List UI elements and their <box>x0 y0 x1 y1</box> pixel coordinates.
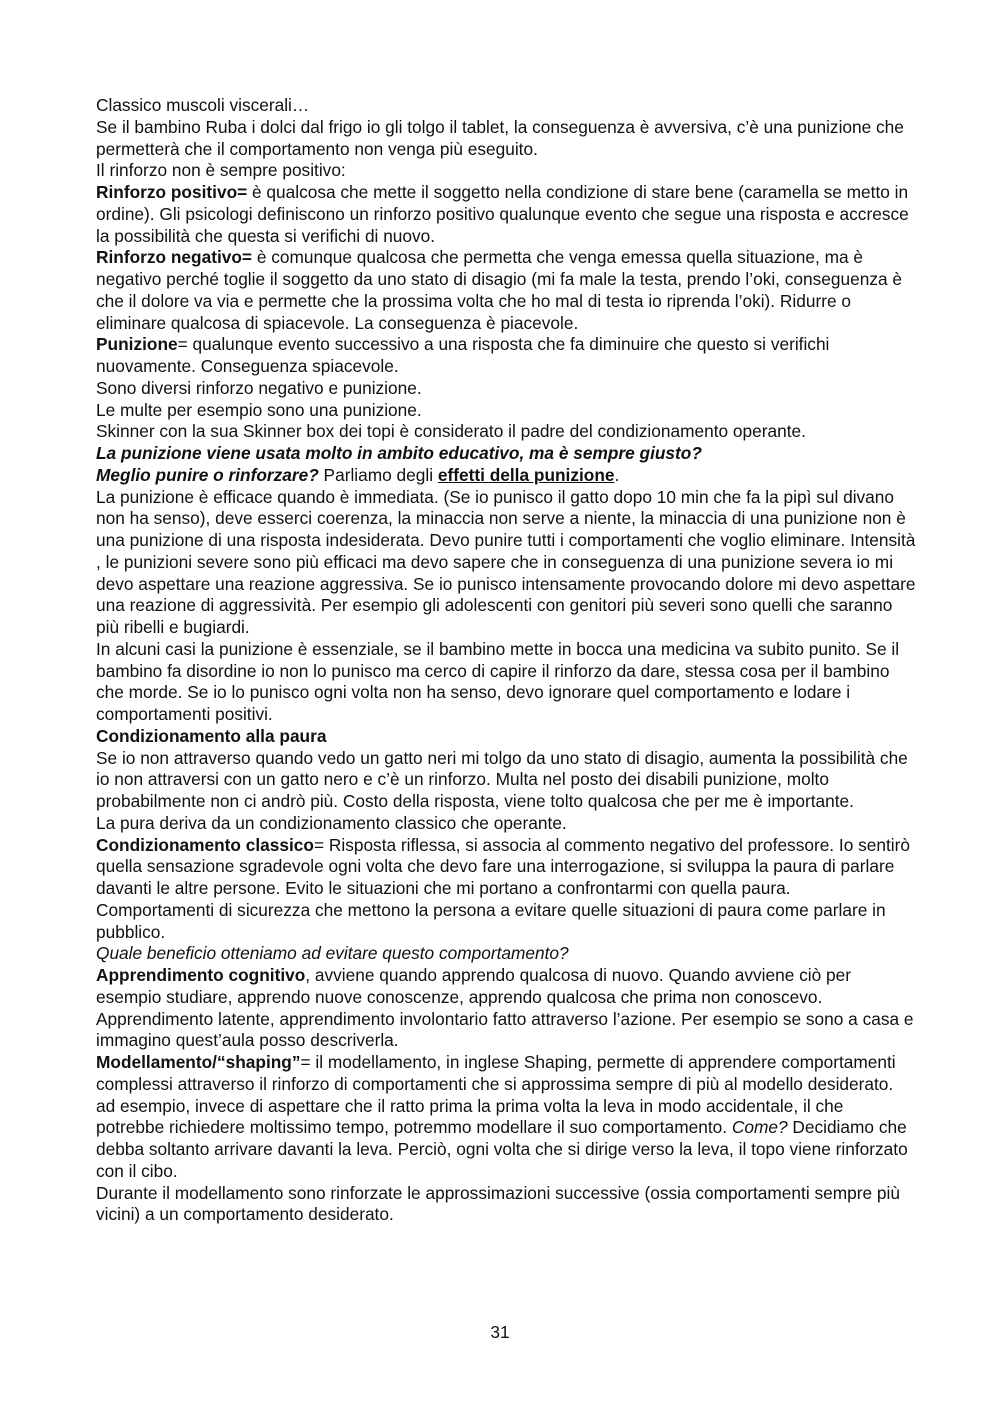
paragraph <box>96 334 916 378</box>
text-segment: = il modellamento, in inglese Shaping, permette di apprendere comportamenti complessi attraverso il rinforzo di comportamenti che si approssima sempre di più al modello desiderato. ad esempio, invece di aspettare che il ratto prima la prima volta la leva in modo accidentale, il che potrebbe richiedere moltissimo tempo, potremmo modellare il suo comportamento. <box>96 1052 896 1138</box>
paragraph <box>96 726 916 748</box>
paragraph <box>96 95 916 117</box>
text-segment: , avviene quando apprendo qualcosa di nuovo. Quando avviene ciò per esempio studiare, apprendo nuove conoscenze, apprendo qualcosa che prima non conoscevo. Apprendimento latente, apprendimento involontario fatto attraverso l’azione. Per esempio se sono a casa e immagino quest’aula posso descriverla. <box>96 965 914 1051</box>
text-segment: Quale beneficio otteniamo ad evitare questo comportamento? <box>96 943 569 964</box>
paragraph <box>96 247 916 334</box>
text-segment: Rinforzo positivo= <box>96 182 248 202</box>
text-segment: Decidiamo che debba soltanto arrivare davanti la leva. Perciò, ogni volta che si dirige verso la leva, il topo viene rinforzato con il cibo. <box>96 1117 908 1181</box>
text-segment: Punizione <box>96 334 178 355</box>
paragraph <box>96 748 916 813</box>
text-segment: Le multe per esempio sono una punizione. <box>96 399 422 420</box>
paragraph <box>96 1052 916 1183</box>
text-segment: Comportamenti di sicurezza che mettono la persona a evitare quelle situazioni di paura come parlare in pubblico. <box>96 899 886 942</box>
text-segment: Durante il modellamento sono rinforzate le approssimazioni successive (ossia comportamenti sempre più vicini) a un comportamento desiderato. <box>96 1182 900 1225</box>
text-segment: = Risposta riflessa, si associa al commento negativo del professore. Io sentirò quella sensazione sgradevole ogni volta che devo fare una interrogazione, si sviluppa la paura di parlare davanti le altre persone. Evito le situazioni che mi portano a confrontarmi con quella paura. <box>96 834 910 898</box>
text-segment: Se il bambino Ruba i dolci dal frigo io gli tolgo il tablet, la conseguenza è avversiva, c’è una punizione che permetterà che il comportamento non venga più eseguito. <box>96 116 904 159</box>
text-segment: Sono diversi rinforzo negativo e punizione. <box>96 377 422 398</box>
text-segment: Se io non attraverso quando vedo un gatto neri mi tolgo da uno stato di disagio, aumenta la possibilità che io non attraversi con un gatto nero e c’è un rinforzo. Multa nel posto dei disabili punizione, molto probabilmente non ci andrò più. Costo della risposta, viene tolto qualcosa che per me è importante. <box>96 747 908 811</box>
paragraph <box>96 465 916 487</box>
paragraph <box>96 400 916 422</box>
text-segment: Come? <box>731 1117 788 1138</box>
paragraph <box>96 835 916 900</box>
paragraph <box>96 160 916 182</box>
text-segment: Skinner con la sua Skinner box dei topi è considerato il padre del condizionamento operante. <box>96 421 806 442</box>
text-segment: è comunque qualcosa che permetta che venga emessa quella situazione, ma è negativo perché toglie il soggetto da uno stato di disagio (mi fa male la testa, prendo l’oki, conseguenza è che il dolore va via e permette che la prossima volta che ho mal di testa io riprenda l’oki). Ridurre o eliminare qualcosa di spiacevole. La conseguenza è piacevole. <box>96 247 902 333</box>
text-segment: La pura deriva da un condizionamento classico che operante. <box>96 812 567 833</box>
text-segment: Modellamento/“shaping” <box>96 1052 301 1072</box>
text-segment: . <box>614 464 620 485</box>
page-number: 31 <box>490 1322 510 1342</box>
text-segment: Parliamo degli <box>318 464 438 485</box>
text-segment: Condizionamento alla paura <box>96 725 327 746</box>
paragraph <box>96 1183 916 1227</box>
paragraph <box>96 900 916 944</box>
document-body <box>96 95 916 1226</box>
paragraph <box>96 182 916 247</box>
paragraph <box>96 421 916 443</box>
text-segment: Apprendimento cognitivo <box>96 965 306 985</box>
paragraph <box>96 117 916 161</box>
text-segment: Rinforzo negativo= <box>96 247 253 268</box>
paragraph <box>96 487 916 639</box>
paragraph <box>96 943 916 965</box>
paragraph <box>96 813 916 835</box>
paragraph <box>96 443 916 465</box>
text-segment: La punizione viene usata molto in ambito educativo, ma è sempre giusto? <box>96 443 702 463</box>
text-segment: effetti della punizione <box>437 464 615 485</box>
paragraph <box>96 378 916 400</box>
paragraph <box>96 965 916 1052</box>
text-segment: = qualunque evento successivo a una risposta che fa diminuire che questo si verifichi nuovamente. Conseguenza spiacevole. <box>96 334 830 376</box>
text-segment: Classico muscoli viscerali… <box>96 95 310 115</box>
text-segment: In alcuni casi la punizione è essenziale, se il bambino mette in bocca una medicina va subito punito. Se il bambino fa disordine io non lo punisco ma cerco di capire il rinforzo da dare, stessa cosa per il bambino che morde. Se io lo punisco ogni volta non ha senso, devo ignorare quel comportamento e lodare i comportamenti positivi. <box>96 638 900 724</box>
paragraph <box>96 639 916 726</box>
text-segment: Condizionamento classico <box>96 834 314 855</box>
text-segment: è qualcosa che mette il soggetto nella condizione di stare bene (caramella se metto in ordine). Gli psicologi definiscono un rinforzo positivo qualunque evento che segue una risposta e accresce la possibilità che questa si verifichi di nuovo. <box>96 182 909 246</box>
text-segment: La punizione è efficace quando è immediata. (Se io punisco il gatto dopo 10 min che fa la pipì sul divano non ha senso), deve esserci coerenza, la minaccia non serve a niente, la minaccia di una punizione non è una punizione di una risposta indesiderata. Devo punire tutti i comportamenti che voglio eliminare. Intensità , le punizioni severe sono più efficaci ma devo sapere che in conseguenza di una punizione severa io mi devo aspettare una reazione aggressiva. Se io punisco intensamente provocando dolore mi devo aspettare una reazione di aggressività. Per esempio gli adolescenti con genitori più severi sono quelli che saranno più ribelli e bugiardi. <box>96 486 916 637</box>
text-segment: Il rinforzo non è sempre positivo: <box>96 160 346 181</box>
text-segment: Meglio punire o rinforzare? <box>96 464 319 485</box>
